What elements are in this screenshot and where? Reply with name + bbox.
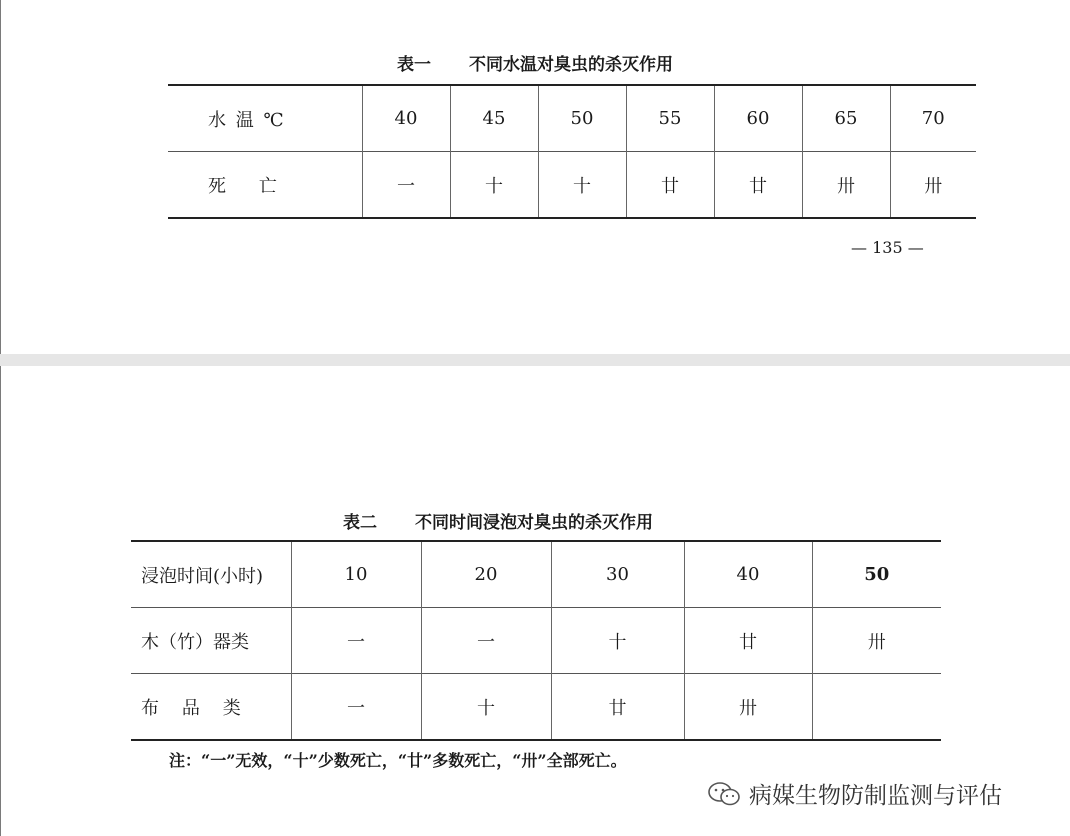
table-cell: 卅 [684, 674, 812, 741]
table-cell: 廿 [714, 152, 802, 219]
row-header-death: 死 亡 [168, 152, 362, 219]
table-cell: 70 [890, 85, 976, 152]
table-cell: 十 [450, 152, 538, 219]
table-cell: 廿 [684, 608, 812, 674]
table-cell [812, 674, 941, 741]
page-separator [0, 354, 1070, 366]
table-cell: 45 [450, 85, 538, 152]
table-cell: 10 [291, 541, 421, 608]
watermark [707, 777, 1002, 810]
table2-caption [343, 508, 653, 533]
page-number: — 135 — [851, 238, 924, 257]
table-cell: 一 [421, 608, 551, 674]
table-row [131, 541, 941, 608]
document-page-1 [0, 0, 1070, 354]
table-cell: 55 [626, 85, 714, 152]
table-cell: 50 [538, 85, 626, 152]
row-header-wood-bamboo: 木（竹）器类 [131, 608, 291, 674]
row-header-water-temp: 水 温 ℃ [208, 109, 286, 131]
table-row [168, 152, 976, 219]
table-cell: 十 [551, 608, 684, 674]
table-cell: 廿 [551, 674, 684, 741]
row-header-cloth: 布 品 类 [131, 674, 291, 741]
table-cell: 40 [684, 541, 812, 608]
table-cell: 一 [291, 674, 421, 741]
watermark-text: 病媒生物防制监测与评估 [749, 783, 1002, 809]
table-cell: 50 [812, 541, 941, 608]
row-header-soak-time: 浸泡时间(小时) [141, 565, 264, 587]
table-cell: 65 [802, 85, 890, 152]
table-cell: 一 [362, 152, 450, 219]
table1-caption-title: 不同水温对臭虫的杀灭作用 [469, 55, 673, 75]
table-cell: 40 [362, 85, 450, 152]
table-cell: 十 [421, 674, 551, 741]
table-row [168, 85, 976, 152]
table-cell: 卅 [812, 608, 941, 674]
soaking-time-table [131, 540, 941, 741]
table-cell: 卅 [890, 152, 976, 219]
table-cell: 20 [421, 541, 551, 608]
table-row [131, 674, 941, 741]
table-cell: 60 [714, 85, 802, 152]
table-cell: 一 [291, 608, 421, 674]
table1-caption-number: 表一 [397, 55, 431, 75]
document-page-2 [0, 366, 1070, 836]
table-cell: 十 [538, 152, 626, 219]
table-cell: 卅 [802, 152, 890, 219]
table-cell: 30 [551, 541, 684, 608]
table2-caption-title: 不同时间浸泡对臭虫的杀灭作用 [415, 513, 653, 533]
table2-caption-number: 表二 [343, 513, 377, 533]
wechat-icon [707, 781, 741, 807]
table1-caption [397, 50, 673, 75]
table-cell: 廿 [626, 152, 714, 219]
water-temperature-table [168, 84, 976, 219]
table-row [131, 608, 941, 674]
table-footnote: 注：“一”无效，“十”少数死亡，“廿”多数死亡，“卅”全部死亡。 [169, 751, 627, 770]
